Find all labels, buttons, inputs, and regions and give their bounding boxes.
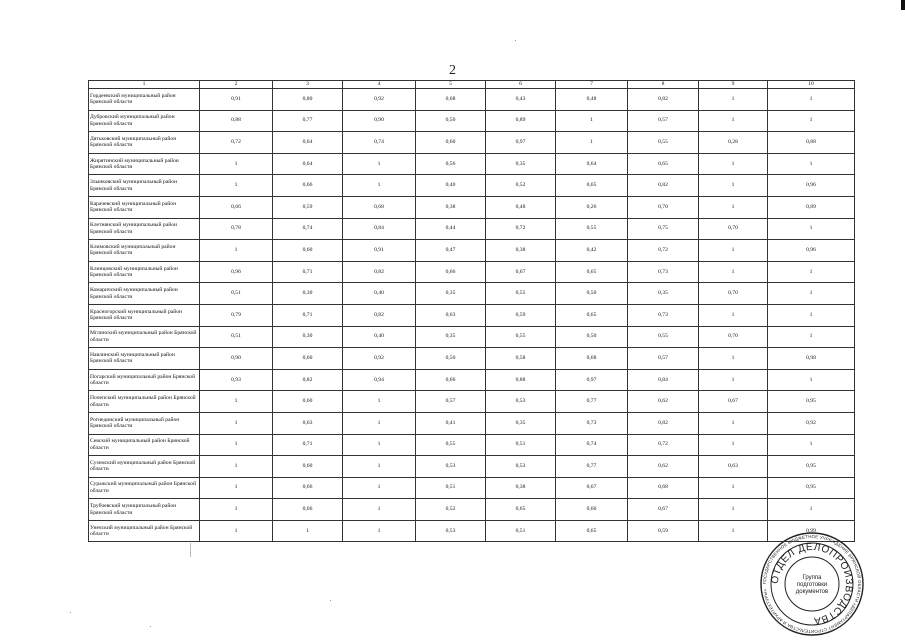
value-cell: 0,96 bbox=[768, 240, 855, 262]
value-cell: 0,72 bbox=[486, 218, 556, 240]
value-cell: 0,53 bbox=[416, 520, 486, 542]
value-cell: 0,93 bbox=[200, 369, 273, 391]
value-cell: 1 bbox=[768, 153, 855, 175]
value-cell: 0,41 bbox=[416, 412, 486, 434]
scan-artifact bbox=[515, 40, 516, 41]
value-cell: 0,60 bbox=[273, 240, 343, 262]
value-cell: 0,51 bbox=[416, 477, 486, 499]
value-cell: 0,70 bbox=[628, 196, 699, 218]
district-name-cell: Мглинский муниципальный район Брянской области bbox=[89, 326, 200, 348]
value-cell: 0,65 bbox=[556, 520, 628, 542]
district-name-cell: Красногорский муниципальный район Брянской области bbox=[89, 304, 200, 326]
value-cell: 0,60 bbox=[273, 456, 343, 478]
value-cell: 0,95 bbox=[768, 477, 855, 499]
value-cell: 0,62 bbox=[628, 456, 699, 478]
value-cell: 0,30 bbox=[273, 326, 343, 348]
district-name-cell: Севский муниципальный район Брянской области bbox=[89, 434, 200, 456]
value-cell: 0,77 bbox=[556, 456, 628, 478]
value-cell: 1 bbox=[768, 326, 855, 348]
table-row bbox=[89, 456, 855, 478]
value-cell: 0,50 bbox=[556, 326, 628, 348]
value-cell: 0,67 bbox=[556, 477, 628, 499]
value-cell: 0,66 bbox=[200, 196, 273, 218]
value-cell: 1 bbox=[200, 240, 273, 262]
table-row bbox=[89, 304, 855, 326]
column-header: 7 bbox=[556, 81, 628, 89]
scan-artifact bbox=[70, 612, 71, 613]
value-cell: 0,97 bbox=[486, 132, 556, 154]
district-name-cell: Дятьковский муниципальный район Брянской области bbox=[89, 132, 200, 154]
value-cell: 1 bbox=[343, 520, 416, 542]
value-cell: 1 bbox=[343, 175, 416, 197]
value-cell: 0,67 bbox=[699, 391, 768, 413]
value-cell: 0,38 bbox=[486, 240, 556, 262]
column-header: 10 bbox=[768, 81, 855, 89]
value-cell: 0,94 bbox=[343, 369, 416, 391]
value-cell: 0,89 bbox=[486, 110, 556, 132]
value-cell: 0,89 bbox=[768, 196, 855, 218]
value-cell: 0,68 bbox=[416, 89, 486, 111]
value-cell: 1 bbox=[699, 196, 768, 218]
value-cell: 0,65 bbox=[556, 175, 628, 197]
value-cell: 0,47 bbox=[416, 240, 486, 262]
value-cell: 0,90 bbox=[200, 348, 273, 370]
value-cell: 0,63 bbox=[416, 304, 486, 326]
value-cell: 0,88 bbox=[768, 132, 855, 154]
value-cell: 0,82 bbox=[343, 304, 416, 326]
value-cell: 0,51 bbox=[200, 283, 273, 305]
value-cell: 0,92 bbox=[768, 412, 855, 434]
value-cell: 0,92 bbox=[343, 89, 416, 111]
value-cell: 1 bbox=[200, 499, 273, 521]
value-cell: 0,78 bbox=[200, 218, 273, 240]
value-cell: 0,74 bbox=[273, 218, 343, 240]
value-cell: 0,55 bbox=[628, 132, 699, 154]
value-cell: 1 bbox=[699, 261, 768, 283]
value-cell: 0,82 bbox=[628, 89, 699, 111]
table-row bbox=[89, 412, 855, 434]
table-row bbox=[89, 499, 855, 521]
value-cell: 1 bbox=[343, 391, 416, 413]
value-cell: 0,52 bbox=[486, 175, 556, 197]
table-row bbox=[89, 196, 855, 218]
value-cell: 0,73 bbox=[628, 304, 699, 326]
value-cell: 0,84 bbox=[343, 218, 416, 240]
value-cell: 0,79 bbox=[200, 304, 273, 326]
value-cell: 0,35 bbox=[486, 153, 556, 175]
value-cell: 0,96 bbox=[200, 261, 273, 283]
value-cell: 0,57 bbox=[628, 110, 699, 132]
value-cell: 0,30 bbox=[273, 283, 343, 305]
value-cell: 0,63 bbox=[273, 412, 343, 434]
value-cell: 0,67 bbox=[628, 499, 699, 521]
value-cell: 0,50 bbox=[556, 283, 628, 305]
value-cell: 0,59 bbox=[486, 304, 556, 326]
value-cell: 0,97 bbox=[556, 369, 628, 391]
value-cell: 0,71 bbox=[273, 261, 343, 283]
scan-artifact bbox=[190, 543, 191, 557]
value-cell: 1 bbox=[200, 456, 273, 478]
value-cell: 0,66 bbox=[416, 369, 486, 391]
value-cell: 0,53 bbox=[416, 456, 486, 478]
table-row bbox=[89, 175, 855, 197]
value-cell: 0,40 bbox=[416, 175, 486, 197]
value-cell: 1 bbox=[699, 477, 768, 499]
value-cell: 0,91 bbox=[200, 89, 273, 111]
value-cell: 0,65 bbox=[486, 499, 556, 521]
value-cell: 0,44 bbox=[416, 218, 486, 240]
value-cell: 1 bbox=[768, 110, 855, 132]
value-cell: 1 bbox=[273, 520, 343, 542]
column-header: 6 bbox=[486, 81, 556, 89]
value-cell: 1 bbox=[343, 412, 416, 434]
table-row bbox=[89, 261, 855, 283]
column-header: 8 bbox=[628, 81, 699, 89]
value-cell: 0,98 bbox=[768, 348, 855, 370]
value-cell: 1 bbox=[768, 218, 855, 240]
table-row bbox=[89, 89, 855, 111]
value-cell: 0,26 bbox=[556, 196, 628, 218]
district-name-cell: Гордеевский муниципальный район Брянской области bbox=[89, 89, 200, 111]
value-cell: 1 bbox=[343, 153, 416, 175]
column-header: 5 bbox=[416, 81, 486, 89]
value-cell: 1 bbox=[699, 175, 768, 197]
stamp-ring-text: ОТДЕЛ ДЕЛОПРОИЗВОДСТВА bbox=[769, 541, 855, 627]
value-cell: 0,55 bbox=[556, 218, 628, 240]
value-cell: 0,53 bbox=[486, 456, 556, 478]
value-cell: 0,57 bbox=[628, 348, 699, 370]
table-row bbox=[89, 348, 855, 370]
value-cell: 0,70 bbox=[699, 218, 768, 240]
value-cell: 0,71 bbox=[273, 434, 343, 456]
value-cell: 0,35 bbox=[486, 412, 556, 434]
scan-artifact bbox=[150, 626, 151, 627]
value-cell: 1 bbox=[699, 89, 768, 111]
value-cell: 0,77 bbox=[273, 110, 343, 132]
value-cell: 0,62 bbox=[628, 391, 699, 413]
value-cell: 0,68 bbox=[628, 477, 699, 499]
value-cell: 0,40 bbox=[343, 326, 416, 348]
value-cell: 0,90 bbox=[343, 110, 416, 132]
district-name-cell: Рогнединский муниципальный район Брянской области bbox=[89, 412, 200, 434]
value-cell: 0,82 bbox=[628, 412, 699, 434]
district-name-cell: Карачевский муниципальный район Брянской области bbox=[89, 196, 200, 218]
district-name-cell: Суземский муниципальный район Брянской области bbox=[89, 456, 200, 478]
value-cell: 0,48 bbox=[486, 196, 556, 218]
value-cell: 0,65 bbox=[556, 261, 628, 283]
value-cell: 0,28 bbox=[699, 132, 768, 154]
value-cell: 1 bbox=[699, 520, 768, 542]
value-cell: 0,55 bbox=[416, 434, 486, 456]
value-cell: 0,95 bbox=[768, 456, 855, 478]
value-cell: 0,48 bbox=[556, 89, 628, 111]
value-cell: 1 bbox=[200, 520, 273, 542]
value-cell: 1 bbox=[343, 499, 416, 521]
value-cell: 0,42 bbox=[556, 240, 628, 262]
district-name-cell: Погарский муниципальный район Брянской области bbox=[89, 369, 200, 391]
indicators-table bbox=[88, 80, 855, 542]
value-cell: 0,66 bbox=[273, 477, 343, 499]
value-cell: 0,56 bbox=[416, 153, 486, 175]
value-cell: 0,72 bbox=[628, 240, 699, 262]
table-row bbox=[89, 520, 855, 542]
table-row bbox=[89, 218, 855, 240]
value-cell: 0,66 bbox=[273, 499, 343, 521]
value-cell: 0,71 bbox=[273, 304, 343, 326]
value-cell: 0,60 bbox=[273, 391, 343, 413]
column-header: 1 bbox=[89, 81, 200, 89]
district-name-cell: Унечский муниципальный район Брянской области bbox=[89, 520, 200, 542]
value-cell: 1 bbox=[200, 153, 273, 175]
value-cell: 0,99 bbox=[768, 520, 855, 542]
table-body bbox=[89, 81, 855, 542]
value-cell: 1 bbox=[200, 175, 273, 197]
value-cell: 0,60 bbox=[416, 132, 486, 154]
table-row bbox=[89, 477, 855, 499]
value-cell: 0,58 bbox=[486, 348, 556, 370]
value-cell: 0,66 bbox=[273, 175, 343, 197]
value-cell: 0,55 bbox=[486, 326, 556, 348]
value-cell: 0,68 bbox=[556, 348, 628, 370]
value-cell: 0,74 bbox=[343, 132, 416, 154]
value-cell: 1 bbox=[200, 412, 273, 434]
value-cell: 0,70 bbox=[699, 326, 768, 348]
value-cell: 0,82 bbox=[273, 369, 343, 391]
value-cell: 1 bbox=[699, 240, 768, 262]
value-cell: 1 bbox=[556, 132, 628, 154]
value-cell: 0,72 bbox=[628, 434, 699, 456]
value-cell: 1 bbox=[699, 304, 768, 326]
value-cell: 0,68 bbox=[343, 196, 416, 218]
value-cell: 1 bbox=[699, 348, 768, 370]
value-cell: 1 bbox=[768, 283, 855, 305]
value-cell: 1 bbox=[699, 110, 768, 132]
district-name-cell: Жирятинский муниципальный район Брянской области bbox=[89, 153, 200, 175]
value-cell: 0,51 bbox=[486, 434, 556, 456]
district-name-cell: Дубровский муниципальный район Брянской области bbox=[89, 110, 200, 132]
value-cell: 0,91 bbox=[343, 240, 416, 262]
value-cell: 0,82 bbox=[343, 261, 416, 283]
district-name-cell: Климовский муниципальный район Брянской области bbox=[89, 240, 200, 262]
value-cell: 0,50 bbox=[416, 110, 486, 132]
value-cell: 1 bbox=[699, 369, 768, 391]
table-row bbox=[89, 283, 855, 305]
district-name-cell: Злынковский муниципальный район Брянской области bbox=[89, 175, 200, 197]
value-cell: 1 bbox=[343, 456, 416, 478]
value-cell: 0,67 bbox=[486, 261, 556, 283]
value-cell: 0,88 bbox=[200, 110, 273, 132]
value-cell: 1 bbox=[200, 391, 273, 413]
value-cell: 0,70 bbox=[699, 283, 768, 305]
value-cell: 0,88 bbox=[486, 369, 556, 391]
table-row bbox=[89, 434, 855, 456]
value-cell: 1 bbox=[699, 434, 768, 456]
value-cell: 1 bbox=[699, 153, 768, 175]
value-cell: 0,51 bbox=[486, 520, 556, 542]
stamp-center-line-3: документов bbox=[795, 589, 829, 595]
value-cell: 1 bbox=[343, 477, 416, 499]
value-cell: 0,57 bbox=[416, 391, 486, 413]
value-cell: 1 bbox=[699, 412, 768, 434]
value-cell: 0,77 bbox=[556, 391, 628, 413]
value-cell: 0,43 bbox=[486, 89, 556, 111]
table-row bbox=[89, 132, 855, 154]
value-cell: 1 bbox=[768, 304, 855, 326]
value-cell: 1 bbox=[768, 89, 855, 111]
value-cell: 1 bbox=[556, 110, 628, 132]
value-cell: 0,84 bbox=[628, 369, 699, 391]
value-cell: 0,40 bbox=[343, 283, 416, 305]
value-cell: 0,59 bbox=[273, 196, 343, 218]
district-name-cell: Навлинский муниципальный район Брянской области bbox=[89, 348, 200, 370]
value-cell: 0,64 bbox=[556, 153, 628, 175]
value-cell: 0,74 bbox=[556, 434, 628, 456]
value-cell: 1 bbox=[699, 499, 768, 521]
district-name-cell: Клинцовский муниципальный район Брянской области bbox=[89, 261, 200, 283]
value-cell: 1 bbox=[768, 369, 855, 391]
value-cell: 1 bbox=[200, 477, 273, 499]
value-cell: 0,35 bbox=[416, 326, 486, 348]
table-row bbox=[89, 369, 855, 391]
value-cell: 0,63 bbox=[699, 456, 768, 478]
value-cell: 0,60 bbox=[556, 499, 628, 521]
district-name-cell: Суражский муниципальный район Брянской области bbox=[89, 477, 200, 499]
value-cell: 1 bbox=[768, 261, 855, 283]
value-cell: 0,55 bbox=[486, 283, 556, 305]
value-cell: 0,38 bbox=[416, 196, 486, 218]
district-name-cell: Клетнянский муниципальный район Брянской области bbox=[89, 218, 200, 240]
table-row bbox=[89, 110, 855, 132]
value-cell: 0,80 bbox=[273, 89, 343, 111]
value-cell: 0,60 bbox=[273, 348, 343, 370]
column-header: 9 bbox=[699, 81, 768, 89]
scan-artifact bbox=[330, 600, 331, 601]
value-cell: 0,51 bbox=[200, 326, 273, 348]
column-header: 3 bbox=[273, 81, 343, 89]
district-name-cell: Трубчевский муниципальный район Брянской области bbox=[89, 499, 200, 521]
stamp-center-line-1: Группа bbox=[802, 575, 822, 581]
value-cell: 1 bbox=[768, 434, 855, 456]
value-cell: 0,75 bbox=[628, 218, 699, 240]
corner-scan-mark bbox=[901, 0, 905, 10]
value-cell: 0,95 bbox=[768, 391, 855, 413]
value-cell: 0,64 bbox=[273, 132, 343, 154]
value-cell: 0,50 bbox=[416, 348, 486, 370]
value-cell: 0,55 bbox=[628, 326, 699, 348]
table-row bbox=[89, 240, 855, 262]
table-row bbox=[89, 153, 855, 175]
value-cell: 0,66 bbox=[416, 261, 486, 283]
column-header: 4 bbox=[343, 81, 416, 89]
district-name-cell: Комаричский муниципальный район Брянской области bbox=[89, 283, 200, 305]
value-cell: 0,73 bbox=[556, 412, 628, 434]
value-cell: 0,53 bbox=[486, 391, 556, 413]
value-cell: 0,64 bbox=[273, 153, 343, 175]
value-cell: 0,65 bbox=[628, 153, 699, 175]
page-number: 2 bbox=[449, 63, 456, 78]
stamp-outer-text: ГОСУДАРСТВЕННОЕ БЮДЖЕТНОЕ УЧРЕЖДЕНИЕ БРЯНСКОЙ ОБЛАСТИ «ДЕПАРТАМЕНТ СТРОИТЕЛЬСТВА И АРХИТЕКТУРЫ» bbox=[761, 533, 863, 635]
table-row bbox=[89, 326, 855, 348]
district-name-cell: Почепский муниципальный район Брянской области bbox=[89, 391, 200, 413]
table-row bbox=[89, 391, 855, 413]
value-cell: 0,92 bbox=[343, 348, 416, 370]
value-cell: 0,73 bbox=[628, 261, 699, 283]
stamp-center-line-2: подготовки bbox=[796, 582, 828, 588]
value-cell: 0,59 bbox=[628, 520, 699, 542]
value-cell: 0,35 bbox=[416, 283, 486, 305]
value-cell: 1 bbox=[343, 434, 416, 456]
value-cell: 0,72 bbox=[200, 132, 273, 154]
value-cell: 1 bbox=[200, 434, 273, 456]
value-cell: 0,96 bbox=[768, 175, 855, 197]
value-cell: 0,82 bbox=[628, 175, 699, 197]
value-cell: 0,65 bbox=[556, 304, 628, 326]
value-cell: 1 bbox=[768, 499, 855, 521]
value-cell: 0,35 bbox=[628, 283, 699, 305]
department-stamp bbox=[760, 532, 864, 636]
table-header-row bbox=[89, 81, 855, 89]
column-header: 2 bbox=[200, 81, 273, 89]
value-cell: 0,38 bbox=[486, 477, 556, 499]
value-cell: 0,52 bbox=[416, 499, 486, 521]
